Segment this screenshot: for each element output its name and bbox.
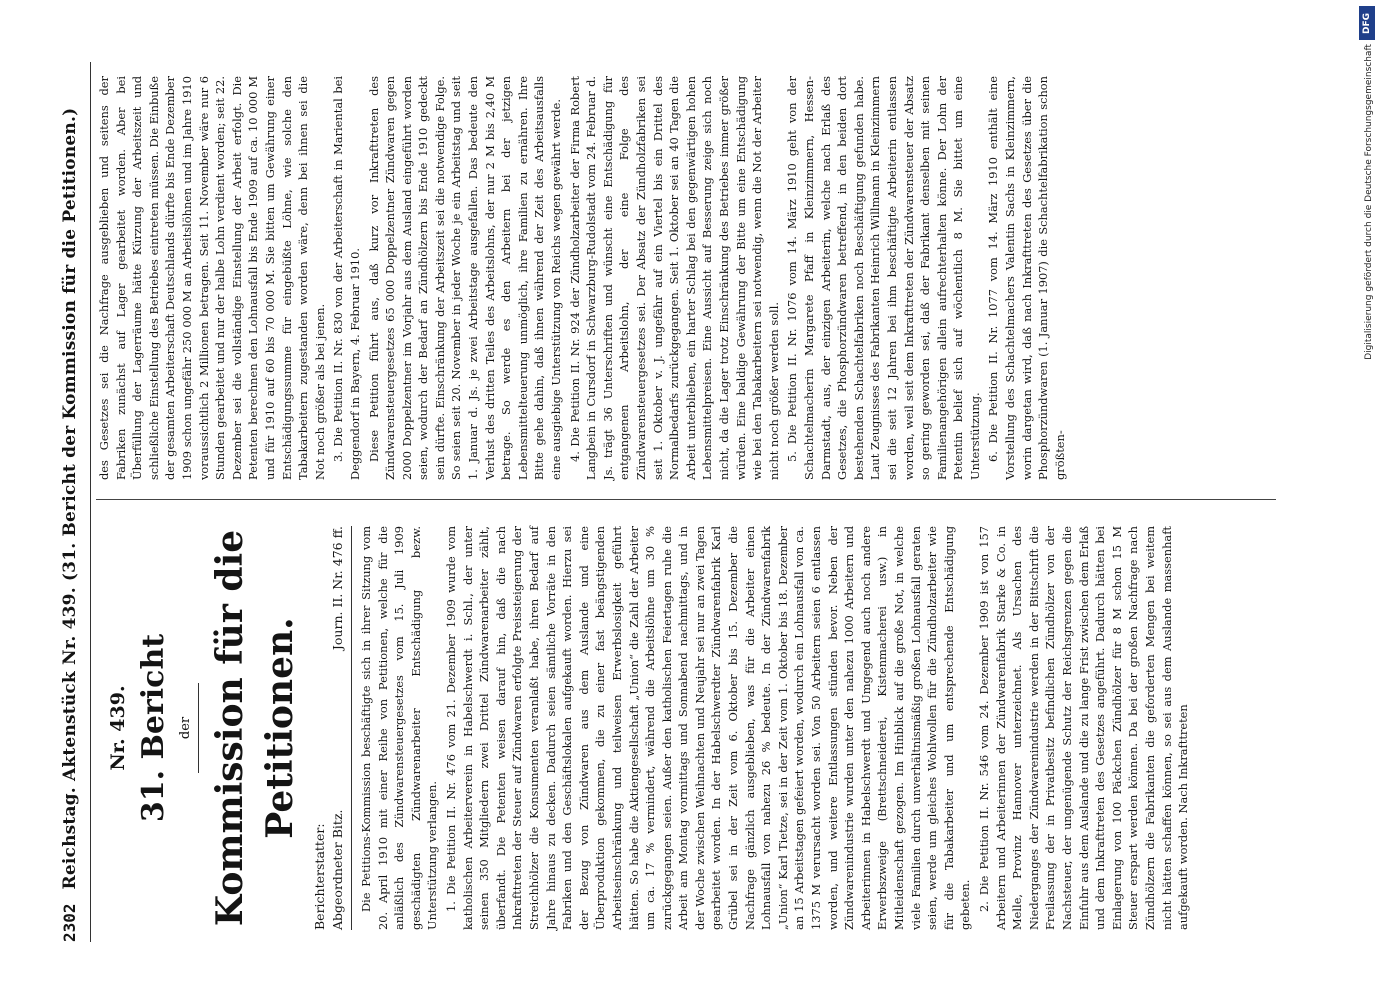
reporter-divider [351,526,352,930]
right-paragraph: 5. Die Petition II. Nr. 1076 vom 14. März 1910 geht von der Schachtelmacherin Margarete Pfaff in Kleinzimmern, Hessen-Darmstadt, aus, der einzigen Arbeiterin, welche nach Erlaß des Gesetzes, die Phosphorzündwaren betreffend, in den beiden dort bestehenden Schachtelfabriken noch Beschäftigung gefunden habe. Laut Zeugnisses des Fabrikanten Heinrich Willmann in Kleinzimmern sei die seit 12 Jahren bei ihm beschäftigte Arbeiterin entlassen worden, weil seit dem Inkrafttreten der Zündwarensteuer der Absatz so gering geworden sei, daß der Fabrikant denselben mit seinen Familienangehörigen allein aufrechterhalten könne. Der Lohn der Petentin belief sich auf wöchentlich 8 M. Sie bittet um eine Unterstützung. [785,76,982,480]
left-paragraph: Die Petitions-Kommission beschäftigte sich in ihrer Sitzung vom 20. April 1910 mit einer Reihe von Petitionen, welche für die anläßlich des Zündwarensteuergesetzes vom 15. Juli 1909 geschädigten Zündwarenarbeiter Entschädigung bezw. Unterstützung verlangen. [359,526,440,930]
running-title: Reichstag. Aktenstück Nr. 439. (31. Bericht der Kommission für die Petitionen.) [60,107,80,890]
page-number: 2302 [60,903,79,942]
right-paragraph: 4. Die Petition II. Nr. 924 der Zündholzarbeiter der Firma Robert Langbein in Cursdorf in Schwarzburg-Rudolstadt vom 24. Februar d. Js. trägt 36 Unterschriften und wünscht eine Entschädigung für entgangenen Arbeitslohn, der eine Folge des Zündwarensteuergesetzes sei. Der Absatz der Zündholzfabriken sei seit 1. Oktober v. J. ungefähr auf ein Viertel bis ein Drittel des Normalbedarfs zurückgegangen. Seit 1. Oktober sei an 40 Tagen die Arbeit unterblieben, ein harter Schlag bei den gegenwärtigen hohen Lebensmittelpreisen. Eine Aussicht auf Besserung zeige sich noch nicht, da die Lager trotz Einschränkung des Betriebes immer größer würden. Eine baldige Gewährung der Bitte um eine Entschädigung wie bei den Tabakarbeitern sei notwendig, wenn die Not der Arbeiter nicht noch größer werden soll. [567,76,781,480]
left-paragraph: 1. Die Petition II. Nr. 476 vom 21. Dezember 1909 wurde vom katholischen Arbeiterverein in Habelschwerdt i. Schl., der unter seinen 350 Mitgliedern zwei Drittel Zündwarenarbeiter zählt, überfandt. Die Petenten weisen darauf hin, daß die nach Inkrafttreten der Steuer auf Zündwaren erfolgte Preissteigerung der Streichhölzer die Konsumenten veranlaßt habe, ihren Bedarf auf Jahre hinaus zu decken. Dadurch seien sämtliche Vorräte in den Fabriken und den Geschäftslokalen aufgekauft worden. Hierzu sei der Bezug von Zündwaren aus dem Auslande und eine Überproduktion gekommen, die zu einer fast beängstigenden Arbeitseinschränkung und teilweisen Erwerbslosigkeit geführt hätten. So habe die Aktiengesellschaft „Union“ die Zahl der Arbeiter um ca. 17 % vermindert, während die Arbeitslöhne um 30 % zurückgegangen seien. Außer den katholischen Feiertagen ruhe die Arbeit am Montag vormittags und Sonnabend nachmittags, und in der Woche zwischen Weihnachten und Neujahr sei nur an zwei Tagen gearbeitet worden. In der Habelschwerdter Zündwarenfabrik Karl Grübel sei in der Zeit vom 6. Oktober bis 15. Dezember die Nachfrage gänzlich ausgeblieben, was für die Arbeiter einen Lohnausfall von nahezu 26 % bedeute. In der Zündwarenfabrik „Union“ Karl Tietze, sei in der Zeit vom 1. Oktober bis 18. Dezember an 15 Arbeitstagen gefeiert worden, wodurch ein Lohnausfall von ca. 1375 M verursacht worden sei. Von 50 Arbeitern seien 6 entlassen worden, und weitere Entlassungen stünden bevor. Neben der Zündwarenindustrie wurden unter den nahezu 1000 Arbeitern und Arbeiterinnen in Habelschwerdt und Umgegend auch noch andere Erwerbszweige (Brettschneiderei, Kistenmacherei usw.) in Mitleidenschaft gezogen. Im Hinblick auf die große Not, in welche viele Familien durch unverhältnismäßig großen Lohnausfall geraten seien, werde um gleiches Wohlwollen für die Zündholzarbeiter wie für die Tabakarbeiter und um entsprechende Entschädigung gebeten. [443,526,973,930]
left-column [96,526,1194,930]
heading-divider [198,683,199,773]
dfg-logo: DFG [1359,6,1375,40]
document-title-der: der [178,716,193,740]
right-column [96,76,1070,480]
reporter-name: Abgeordneter Bitz. [330,809,345,930]
document-title: 31. Bericht [136,633,171,823]
right-paragraph: 3. Die Petition II. Nr. 830 von der Arbeiterschaft in Mariental bei Deggendorf in Bayern, 4. Februar 1910. [331,76,362,480]
column-divider [96,499,1276,500]
page-header [60,62,91,942]
document-heading [104,526,305,930]
commission-title: Kommission für die Petitionen. [209,529,301,927]
right-paragraph: des Gesetzes sei die Nachfrage ausgeblieben und seitens der Fabriken zunächst auf Lager gearbeitet worden. Aber bei Überfüllung der Lagerräume hätte Kürzung der Arbeitszeit und schließliche Einstellung des Betriebes eintreten müssen. Die Einbuße der gesamten Arbeiterschaft Deutschlands dürfte bis Ende Dezember 1909 schon ungefähr 250 000 M an Arbeitslöhnen und im Jahre 1910 voraussichtlich 2 Millionen betragen. Seit 11. November wäre nur 6 Stunden gearbeitet und nur der halbe Lohn verdient worden; seit 22. Dezember sei die vollständige Einstellung der Arbeit erfolgt. Die Petenten berechnen den Lohnausfall bis Ende 1909 auf ca. 10 000 M und für 1910 auf 60 bis 70 000 M. Sie bitten um Gewährung einer Entschädigungssumme für eingebüßte Löhne, wie solche den Tabakarbeitern zugestanden worden wäre, denn bei ihnen sei die Not noch größer als bei jenen. [97,76,327,480]
right-paragraph: 6. Die Petition II. Nr. 1077 vom 14. März 1910 enthält eine Vorstellung des Schachtelmachers Valentin Sachs in Kleinzimmern, worin dargetan wird, daß nach Inkrafttreten des Gesetzes über die Phosphorzündwaren (1. Januar 1907) die Schachtelfabrikation schon größten- [986,76,1067,480]
right-paragraph: Diese Petition führt aus, daß kurz vor Inkrafttreten des Zündwarensteuergesetzes 65 000 Doppelzentner Zündwaren gegen 2000 Doppelzentner im Vorjahr aus dem Ausland eingeführt worden seien, wodurch der Bedarf an Zündhölzern bis Ende 1910 gedeckt sein dürfte. Einschränkung der Arbeitszeit sei die notwendige Folge. So seien seit 20. November in jeder Woche je ein Arbeitstag und seit 1. Januar d. Js. je zwei Arbeitstage ausgefallen. Das bedeute den Verlust des dritten Teiles des Arbeitslohns, der nur 2 M bis 2,40 M betrage. So werde es den Arbeitern bei der jetzigen Lebensmittelteuerung unmöglich, ihre Familien zu ernähren. Ihre Bitte gehe dahin, daß ihnen während der Zeit des Arbeitsausfalls eine ausgiebige Unterstützung von Reichs wegen gewährt werde. [366,76,564,480]
document-number: Nr. 439. [107,685,129,771]
left-paragraph: 2. Die Petition II. Nr. 546 vom 24. Dezember 1909 ist von 157 Arbeitern und Arbeiterinnen der Zündwarenfabrik Starke & Co. in Melle, Provinz Hannover unterzeichnet. Als Ursachen des Niederganges der Zündwarenindustrie werden in der Bittschrift die Freilassung der in Privatbesitz befindlichen Zündhölzer von der Nachsteuer, der ungenügende Schutz der Reichsgrenzen gegen die Einfuhr aus dem Auslande und die zu lange Frist zwischen dem Erlaß und dem Inkrafttreten des Gesetzes angeführt. Dadurch hätten bei Einlagerung von 100 Päckchen Zündhölzer für 8 M schon 15 M Steuer erspart werden können. Da bei der großen Nachfrage nach Zündhölzern die Fabrikanten die geforderten Mengen bei weitem nicht hätten schaffen können, so sei aus dem Auslande massenhaft aufgekauft worden. Nach Inkrafttreten [976,526,1191,930]
digitization-credit: Digitalisierung gefördert durch die Deutsche Forschungsgemeinschaft [1364,44,1374,360]
reporter-block [311,526,347,930]
journal-reference: Journ. II. Nr. 476 ff. [330,526,345,651]
reporter-label: Berichterstatter: [312,823,327,930]
